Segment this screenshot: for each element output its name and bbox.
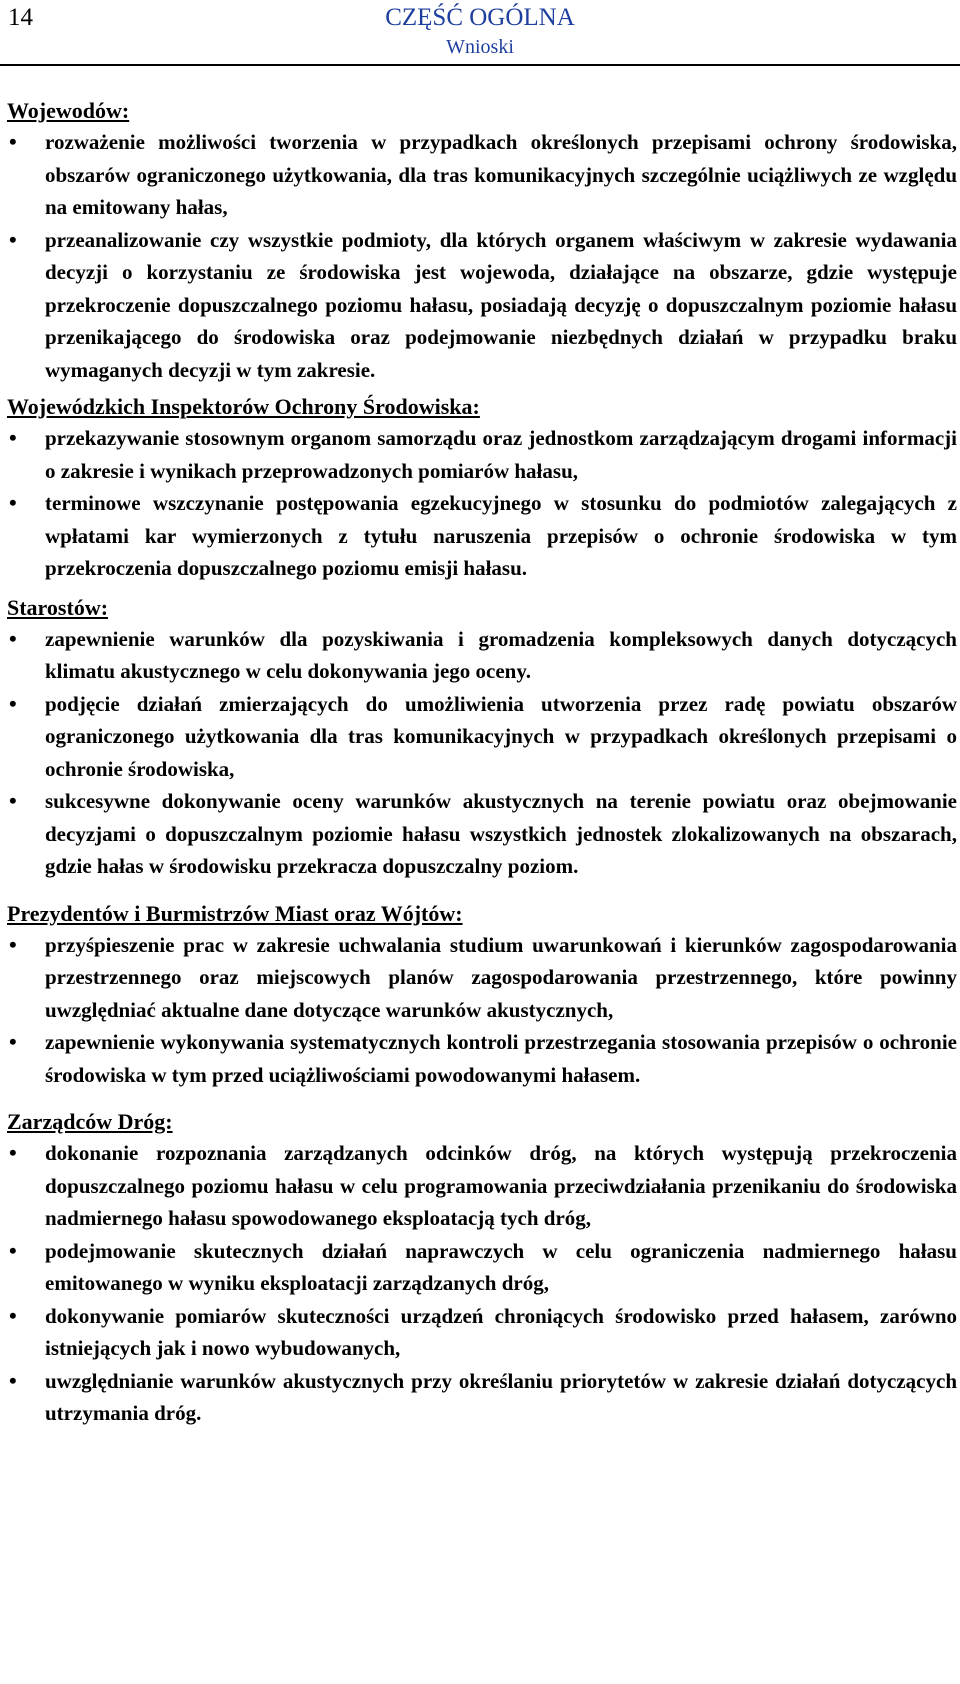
list-item: • dokonywanie pomiarów skuteczności urządzeń chroniących środowisko przed hałasem, zarówno istniejących jak i nowo wybudowanych,	[7, 1300, 957, 1365]
section-prezydentow	[7, 899, 957, 1092]
section-zarzadcow-drog	[7, 1107, 957, 1430]
page-header	[0, 0, 960, 66]
list-item: • podejmowanie skutecznych działań naprawczych w celu ograniczenia nadmiernego hałasu emitowanego w wyniku eksploatacji zarządzanych dróg,	[7, 1235, 957, 1300]
chapter-title: CZĘŚĆ OGÓLNA	[385, 4, 575, 31]
section-starostow	[7, 593, 957, 883]
section-heading: Starostów:	[7, 594, 109, 620]
bullet-list	[7, 126, 957, 386]
section-heading: Wojewodów:	[7, 98, 130, 123]
page-number: 14	[8, 4, 33, 31]
chapter-subtitle: Wnioski	[446, 36, 514, 58]
section-heading: Prezydentów i Burmistrzów Miast oraz Wójtów:	[7, 900, 463, 926]
bullet-list	[7, 422, 957, 585]
bullet-list	[7, 623, 957, 883]
section-heading: Zarządców Dróg:	[7, 1109, 173, 1134]
section-wios	[7, 392, 957, 585]
list-item: • dokonanie rozpoznania zarządzanych odcinków dróg, na których występują przekroczenia dopuszczalnego poziomu hałasu w celu programowania przeciwdziałania przenikaniu do środowiska nadmiernego hałasu spowodowanego eksploatacją tych dróg,	[7, 1137, 957, 1235]
list-item: • przeanalizowanie czy wszystkie podmioty, dla których organem właściwym w zakresie wydawania decyzji o korzystaniu ze środowiska jest wojewoda, działające na obszarze, gdzie występuje przekroczenie dopuszczalnego poziomu hałasu, posiadają decyzję o dopuszczalnym poziomie hałasu przenikającego do środowiska oraz podejmowanie niezbędnych działań w przypadku braku wymaganych decyzji w tym zakresie.	[7, 224, 957, 387]
list-item: • przyśpieszenie prac w zakresie uchwalania studium uwarunkowań i kierunków zagospodarowania przestrzennego oraz miejscowych planów zagospodarowania przestrzennego, które powinny uwzględniać aktualne dane dotyczące warunków akustycznych,	[7, 929, 957, 1027]
list-item: • terminowe wszczynanie postępowania egzekucyjnego w stosunku do podmiotów zalegających z wpłatami kar wymierzonych z tytułu naruszenia przepisów o ochronie środowiska w tym przekroczenia dopuszczalnego poziomu emisji hałasu.	[7, 487, 957, 585]
section-wojewodow	[7, 96, 957, 386]
list-item: • sukcesywne dokonywanie oceny warunków akustycznych na terenie powiatu oraz obejmowanie decyzjami o dopuszczalnym poziomie hałasu wszystkich jednostek zlokalizowanych na obszarach, gdzie hałas w środowisku przekracza dopuszczalny poziom.	[7, 785, 957, 883]
list-item: • zapewnienie warunków dla pozyskiwania i gromadzenia kompleksowych danych dotyczących klimatu akustycznego w celu dokonywania jego oceny.	[7, 623, 957, 688]
document-body	[7, 96, 957, 1436]
list-item: • podjęcie działań zmierzających do umożliwienia utworzenia przez radę powiatu obszarów ograniczonego użytkowania dla tras komunikacyjnych w przypadkach określonych przepisami o ochronie środowiska,	[7, 688, 957, 786]
bullet-list	[7, 929, 957, 1092]
list-item: • zapewnienie wykonywania systematycznych kontroli przestrzegania stosowania przepisów o ochronie środowiska w tym przed uciążliwościami powodowanymi hałasem.	[7, 1026, 957, 1091]
list-item: • uwzględnianie warunków akustycznych przy określaniu priorytetów w zakresie działań dotyczących utrzymania dróg.	[7, 1365, 957, 1430]
section-heading: Wojewódzkich Inspektorów Ochrony Środowiska:	[7, 394, 480, 419]
list-item: • rozważenie możliwości tworzenia w przypadkach określonych przepisami ochrony środowiska, obszarów ograniczonego użytkowania, dla tras komunikacyjnych szczególnie uciążliwych ze względu na emitowany hałas,	[7, 126, 957, 224]
bullet-list	[7, 1137, 957, 1430]
list-item: • przekazywanie stosownym organom samorządu oraz jednostkom zarządzającym drogami informacji o zakresie i wynikach przeprowadzonych pomiarów hałasu,	[7, 422, 957, 487]
